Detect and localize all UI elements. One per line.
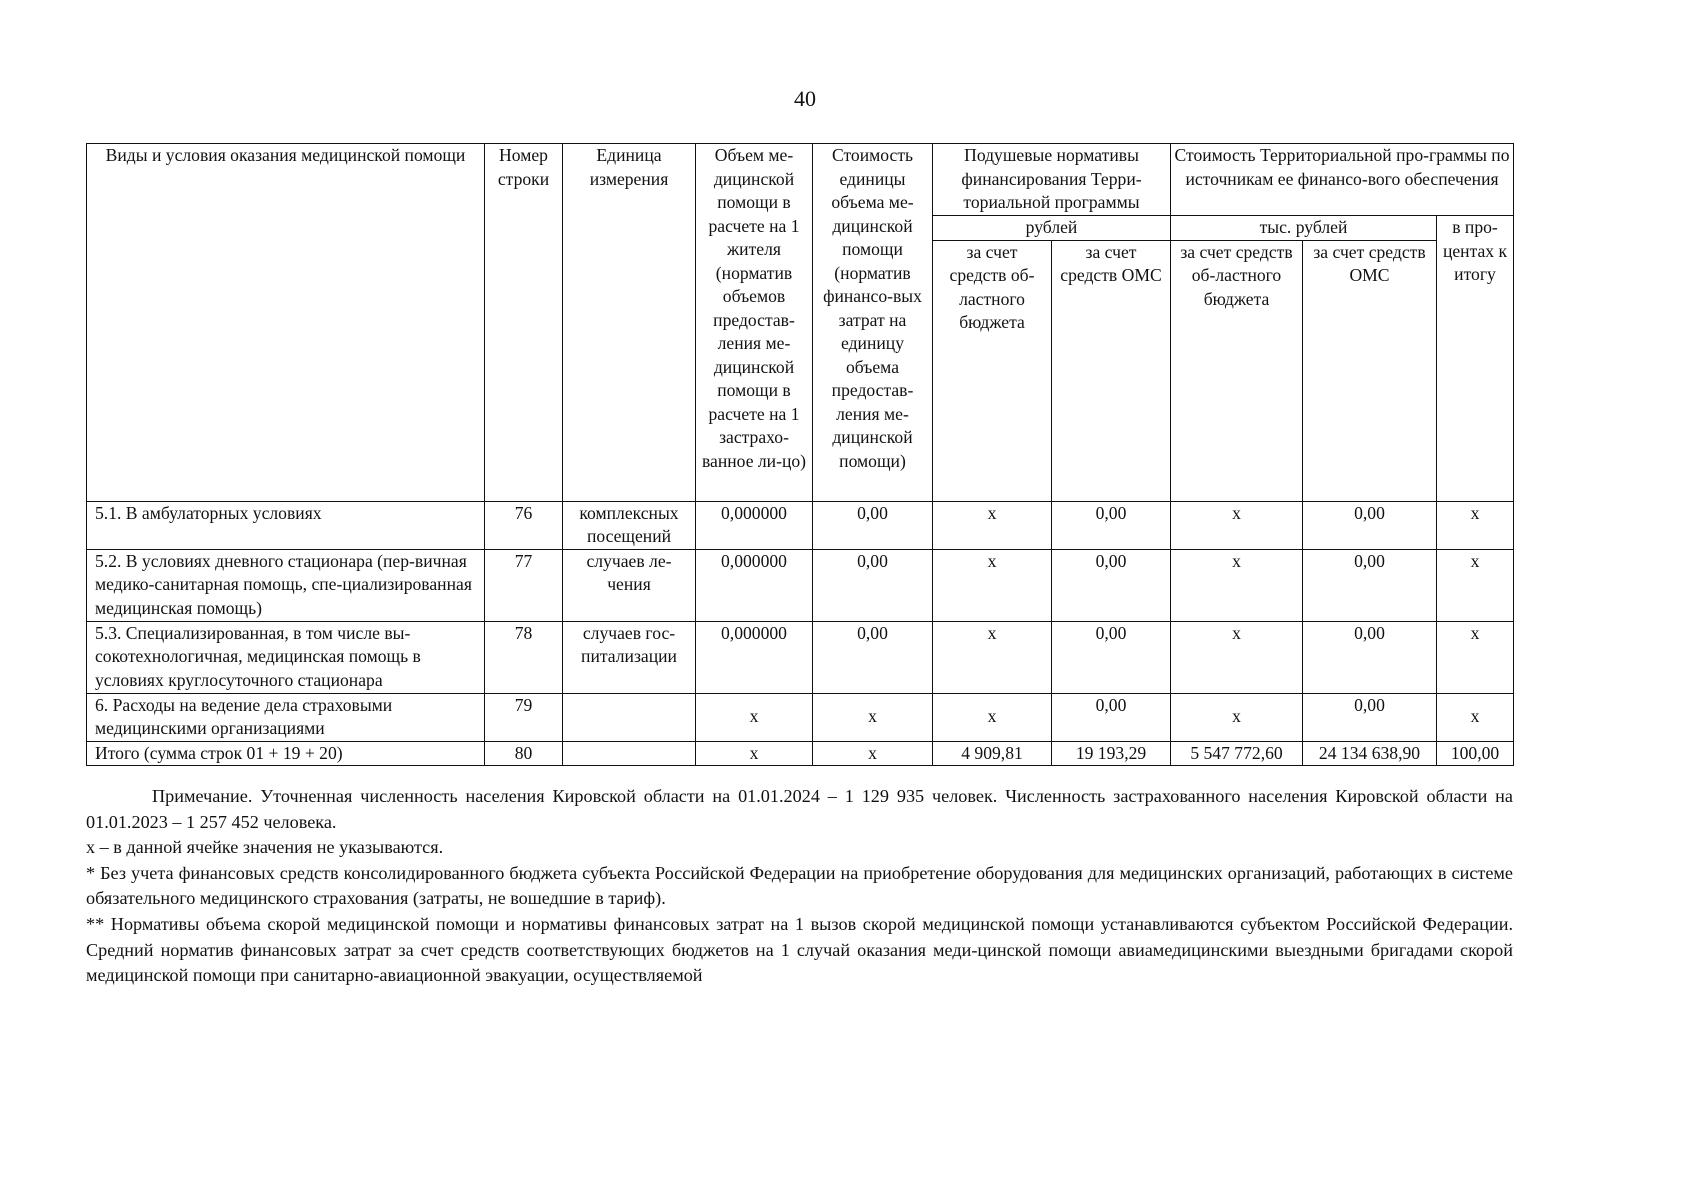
cell-row-number: 76 xyxy=(485,501,563,549)
cell-program-oms: 0,00 xyxy=(1303,621,1437,693)
cell-volume: 0,000000 xyxy=(696,621,813,693)
cell-program-oms: 24 134 638,90 xyxy=(1303,741,1437,766)
cell-per-capita-budget: x xyxy=(933,501,1052,549)
cell-cost: 0,00 xyxy=(813,621,933,693)
cell-cost: 0,00 xyxy=(813,501,933,549)
cell-program-budget: 5 547 772,60 xyxy=(1171,741,1303,766)
cell-per-capita-oms: 19 193,29 xyxy=(1052,741,1171,766)
note-population: Примечание. Уточненная численность населения Кировской области на 01.01.2024 – 1 129 935 человек. Численность застрахованного населения Кировской области на 01.01.2023 – 1 257 452 человека. xyxy=(86,786,1513,832)
header-per-capita-budget: за счет средств об-ластного бюджета xyxy=(933,240,1052,501)
header-program-oms: за счет средств ОМС xyxy=(1303,240,1437,501)
cell-row-number: 80 xyxy=(485,741,563,766)
cell-name: Итого (сумма строк 01 + 19 + 20) xyxy=(87,741,485,766)
table-row-total xyxy=(87,741,1514,766)
cell-volume: x xyxy=(696,741,813,766)
cell-program-oms: 0,00 xyxy=(1303,693,1437,741)
cell-unit: случаев гос-питализации xyxy=(563,621,696,693)
header-volume: Объем ме-дицинской помощи в расчете на 1 жителя (норматив объемов предостав-ления ме-дицинской помощи в расчете на 1 застрахо-ванное ли-цо) xyxy=(696,144,813,502)
header-per-capita-oms: за счет средств ОМС xyxy=(1052,240,1171,501)
cell-volume: x xyxy=(696,693,813,741)
cell-per-capita-budget: 4 909,81 xyxy=(933,741,1052,766)
header-row-number: Номер строки xyxy=(485,144,563,502)
cell-per-capita-budget: x xyxy=(933,621,1052,693)
cell-volume: 0,000000 xyxy=(696,549,813,621)
cell-per-capita-budget: x xyxy=(933,693,1052,741)
header-program-budget: за счет средств об-ластного бюджета xyxy=(1171,240,1303,501)
cell-per-capita-budget: x xyxy=(933,549,1052,621)
header-program-cost-group: Стоимость Территориальной про-граммы по источникам ее финансо-вого обеспечения xyxy=(1171,144,1514,216)
note-x-meaning: x – в данной ячейке значения не указываются. xyxy=(86,837,444,858)
table-row xyxy=(87,549,1514,621)
cell-unit xyxy=(563,693,696,741)
cell-percent: 100,00 xyxy=(1437,741,1514,766)
cell-program-budget: x xyxy=(1171,693,1303,741)
table-row xyxy=(87,693,1514,741)
cell-volume: 0,000000 xyxy=(696,501,813,549)
cell-percent: x xyxy=(1437,549,1514,621)
cell-percent: x xyxy=(1437,501,1514,549)
cell-row-number: 79 xyxy=(485,693,563,741)
header-per-capita-group: Подушевые нормативы финансирования Терри-ториальной программы xyxy=(933,144,1171,216)
header-unit: Единица измерения xyxy=(563,144,696,502)
cell-unit: случаев ле-чения xyxy=(563,549,696,621)
cell-row-number: 78 xyxy=(485,621,563,693)
cell-cost: x xyxy=(813,741,933,766)
cell-per-capita-oms: 0,00 xyxy=(1052,549,1171,621)
cell-name: 5.2. В условиях дневного стационара (пер-вичная медико-санитарная помощь, спе-циализированная медицинская помощь) xyxy=(87,549,485,621)
cell-row-number: 77 xyxy=(485,549,563,621)
table-row xyxy=(87,621,1514,693)
cell-program-oms: 0,00 xyxy=(1303,549,1437,621)
header-unit-thousand-rubles: тыс. рублей xyxy=(1171,216,1437,241)
cell-program-oms: 0,00 xyxy=(1303,501,1437,549)
header-unit-cost: Стоимость единицы объема ме-дицинской помощи (норматив финансо-вых затрат на единицу объема предостав-ления ме-дицинской помощи) xyxy=(813,144,933,502)
cell-unit xyxy=(563,741,696,766)
cell-percent: x xyxy=(1437,693,1514,741)
page-number: 40 xyxy=(794,86,816,111)
notes-section xyxy=(86,784,1513,989)
note-single-asterisk: * Без учета финансовых средств консолидированного бюджета субъекта Российской Федерации на приобретение оборудования для медицинских организаций, работающих в системе обязательного медицинского страхования (затраты, не вошедшие в тариф). xyxy=(86,862,1513,909)
cell-program-budget: x xyxy=(1171,549,1303,621)
cell-program-budget: x xyxy=(1171,501,1303,549)
financing-table xyxy=(86,143,1514,766)
cell-unit: комплексных посещений xyxy=(563,501,696,549)
table-row xyxy=(87,501,1514,549)
cell-per-capita-oms: 0,00 xyxy=(1052,693,1171,741)
cell-name: 6. Расходы на ведение дела страховыми медицинскими организациями xyxy=(87,693,485,741)
cell-name: 5.3. Специализированная, в том числе вы-сокотехнологичная, медицинская помощь в условиях круглосуточного стационара xyxy=(87,621,485,693)
header-unit-rubles: рублей xyxy=(933,216,1171,241)
header-percent: в про-центах к итогу xyxy=(1437,216,1514,502)
header-type: Виды и условия оказания медицинской помощи xyxy=(87,144,485,502)
cell-name: 5.1. В амбулаторных условиях xyxy=(87,501,485,549)
cell-percent: x xyxy=(1437,621,1514,693)
note-double-asterisk: ** Нормативы объема скорой медицинской помощи и нормативы финансовых затрат на 1 вызов скорой медицинской помощи устанавливаются субъектом Российской Федерации. Средний норматив финансовых затрат за счет средств соответствующих бюджетов на 1 случай оказания меди-цинской помощи авиамедицинскими выездными бригадами скорой медицинской помощи при санитарно-авиационной эвакуации, осуществляемой xyxy=(86,913,1513,986)
cell-program-budget: x xyxy=(1171,621,1303,693)
cell-cost: x xyxy=(813,693,933,741)
cell-per-capita-oms: 0,00 xyxy=(1052,501,1171,549)
cell-cost: 0,00 xyxy=(813,549,933,621)
cell-per-capita-oms: 0,00 xyxy=(1052,621,1171,693)
